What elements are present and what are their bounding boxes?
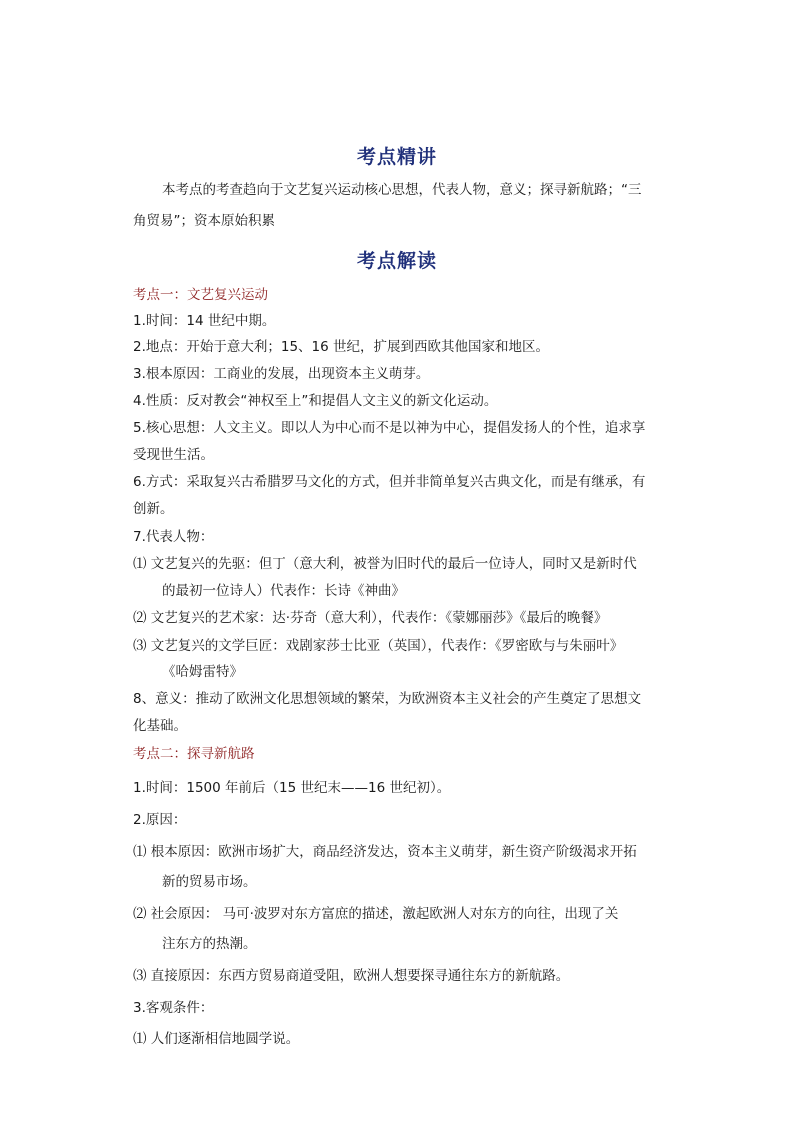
intro-line-2: 角贸易”；资本原始积累 — [133, 213, 275, 229]
s1-item-representatives: 7.代表人物： — [133, 529, 214, 545]
s1-rep-davinci: ⑵ 文艺复兴的艺术家：达·芬奇（意大利），代表作：《蒙娜丽莎》《最后的晚餐》 — [133, 610, 608, 626]
s1-item-root-cause: 3.根本原因：工商业的发展，出现资本主义萌芽。 — [133, 366, 430, 382]
s1-rep-shakespeare-2: 《哈姆雷特》 — [162, 664, 243, 680]
s1-item-core-idea-1: 5.核心思想：人文主义。即以人为中心而不是以神为中心，提倡发扬人的个性，追求享 — [133, 420, 646, 436]
s2-cause-root-2: 新的贸易市场。 — [162, 874, 257, 890]
s2-cause-direct: ⑶ 直接原因：东西方贸易商道受阻，欧洲人想要探寻通往东方的新航路。 — [133, 968, 570, 984]
s1-item-method-2: 创新。 — [133, 501, 174, 517]
s2-cond-round-earth: ⑴ 人们逐渐相信地圆学说。 — [133, 1031, 300, 1047]
section1-title: 考点一：文艺复兴运动 — [133, 287, 268, 303]
s1-rep-dante-2: 的最初一位诗人）代表作：长诗《神曲》 — [162, 583, 405, 599]
s2-item-time: 1.时间：1500 年前后（15 世纪末——16 世纪初）。 — [133, 780, 451, 796]
s1-item-significance-2: 化基础。 — [133, 718, 187, 734]
s1-rep-dante-1: ⑴ 文艺复兴的先驱：但丁（意大利，被誉为旧时代的最后一位诗人，同时又是新时代 — [133, 556, 637, 572]
s2-item-conditions: 3.客观条件： — [133, 1000, 214, 1016]
s2-cause-social-1: ⑵ 社会原因： 马可·波罗对东方富庶的描述，激起欧洲人对东方的向往，出现了关 — [133, 906, 619, 922]
s1-item-time: 1.时间：14 世纪中期。 — [133, 313, 276, 329]
s2-cause-social-2: 注东方的热潮。 — [162, 936, 257, 952]
s1-item-place: 2.地点：开始于意大利；15、16 世纪，扩展到西欧其他国家和地区。 — [133, 339, 550, 355]
intro-line-1: 本考点的考查趋向于文艺复兴运动核心思想，代表人物，意义；探寻新航路；“三 — [162, 182, 642, 198]
s2-item-causes: 2.原因： — [133, 812, 187, 828]
s1-item-nature: 4.性质：反对教会“神权至上”和提倡人文主义的新文化运动。 — [133, 393, 498, 409]
s1-item-core-idea-2: 受现世生活。 — [133, 447, 214, 463]
section2-title: 考点二：探寻新航路 — [133, 746, 255, 762]
s1-rep-shakespeare-1: ⑶ 文艺复兴的文学巨匠：戏剧家莎士比亚（英国），代表作：《罗密欧与与朱丽叶》 — [133, 638, 624, 654]
heading-interpretation: 考点解读 — [356, 250, 437, 272]
s1-item-significance-1: 8、意义：推动了欧洲文化思想领域的繁荣，为欧洲资本主义社会的产生奠定了思想文 — [133, 691, 642, 707]
heading-key-points: 考点精讲 — [356, 146, 437, 168]
s1-item-method-1: 6.方式：采取复兴古希腊罗马文化的方式，但并非简单复兴古典文化，而是有继承，有 — [133, 474, 646, 490]
s2-cause-root-1: ⑴ 根本原因：欧洲市场扩大，商品经济发达，资本主义萌芽，新生资产阶级渴求开拓 — [133, 844, 637, 860]
